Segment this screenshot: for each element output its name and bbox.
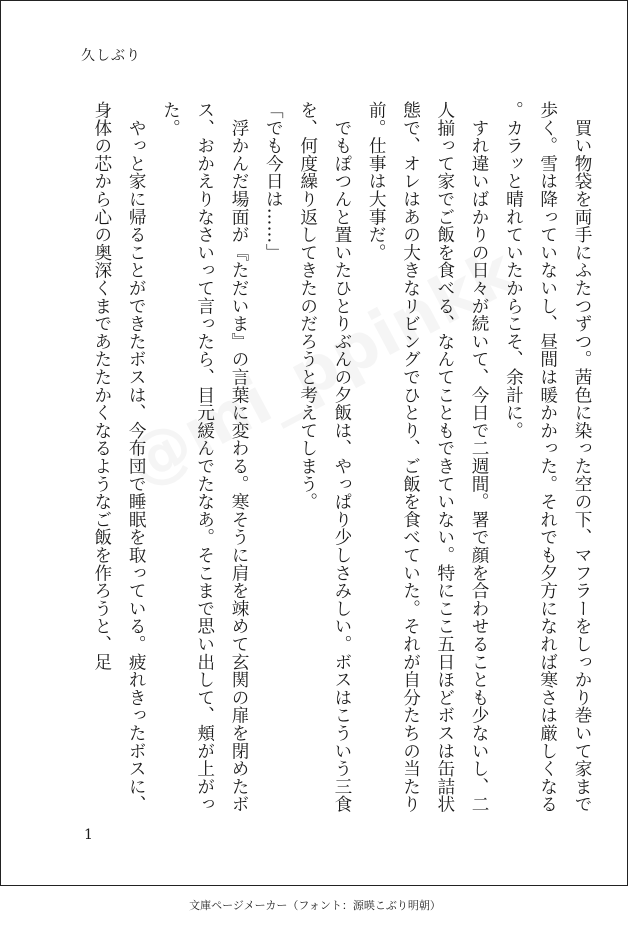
footer-caption: 文庫ページメーカー（フォント：源暎こぶり明朝）	[189, 899, 441, 912]
dialogue-line: 「でも今日は……」	[263, 101, 284, 262]
paragraph: 買い物袋を両手にふたつずつ。茜色に染った空の下、マフラーをしっかり巻いて家まで歩く。雪は降っていないし、昼間は暖かかった。それでも夕方になれば寒さは厳しくなる。カラッと晴れていたからこそ、余計に。	[503, 101, 592, 813]
paragraph: 浮かんだ場面が『ただいま』の言葉に変わる。寒そうに肩を竦めて玄関の扉を閉めたボス、おかえりなさいって言ったら、目元緩んでたなあ。そこまで思い出して、頬が上がった。	[160, 101, 250, 813]
paragraph: でもぽつんと置いたひとりぶんの夕飯は、やっぱり少しさみしい。ボスはこういう三食を、何度繰り返してきたのだろうと考えてしまう。	[297, 101, 352, 813]
body-text	[85, 101, 599, 829]
running-title: 久しぶり	[81, 48, 141, 64]
page-number: 1	[84, 827, 93, 843]
paragraph: やっと家に帰ることができたボスは、今布団で睡眠を取っている。疲れきったボスに、身体の芯から心の奥深くまであたたかくなるようなご飯を作ろうと、足	[91, 101, 147, 813]
paragraph: すれ違いばかりの日々が続いて、今日で二週間。署で顔を合わせることも少ないし、二人揃って家でご飯を食べる、なんてこともできていない。特にここ五日ほどボスは缶詰状態で、オレはあの大きなリビングでひとり、ご飯を食べていた。それが自分たちの当たり前。仕事は大事だ。	[366, 101, 490, 813]
